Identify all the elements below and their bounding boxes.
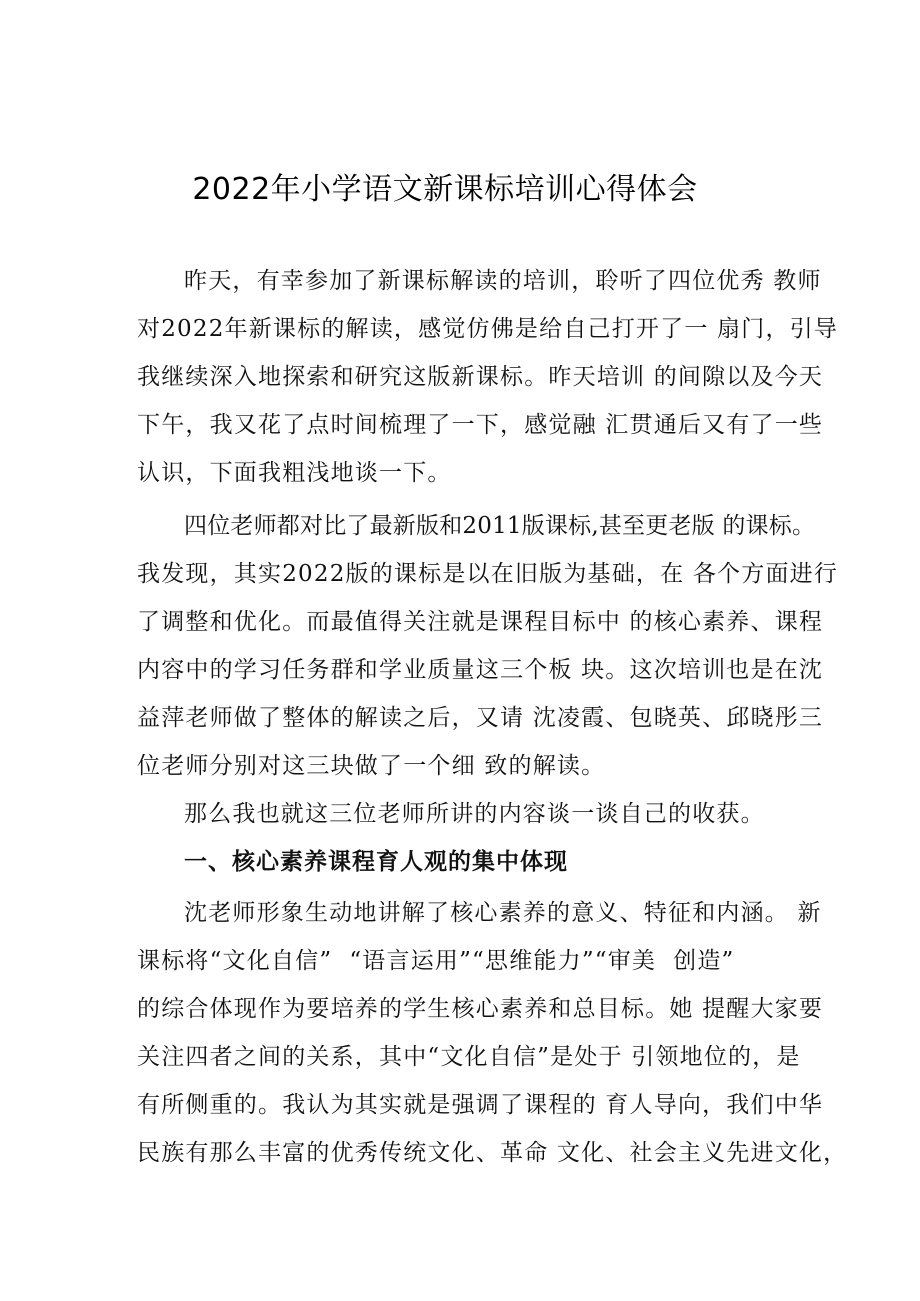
paragraph-line: 了调整和优化。而最值得关注就是课程目标中 的核心素养、课程 [137, 609, 824, 635]
paragraph-line: 我继续深入地探索和研究这版新课标。昨天培训 的间隙以及今天 [137, 364, 824, 390]
paragraph-line: 的综合体现作为要培养的学生核心素养和总目标。她 提醒大家要 [137, 996, 824, 1022]
paragraph-line: 对2022年新课标的解读，感觉仿佛是给自己打开了一 扇门，引导 [137, 316, 839, 342]
paragraph-line: 四位老师都对比了最新版和2011版课标,甚至更老版 的课标。 [184, 513, 816, 539]
paragraph-line: 位老师分别对这三块做了一个细 致的解读。 [137, 753, 606, 779]
paragraph-line: 民族有那么丰富的优秀传统文化、革命 文化、社会主义先进文化， [137, 1140, 848, 1166]
paragraph-line: 那么我也就这三位老师所讲的内容谈一谈自己的收获。 [184, 801, 765, 827]
paragraph-line: 昨天，有幸参加了新课标解读的培训，聆听了四位优秀 教师 [184, 268, 822, 294]
paragraph-line: 课标将“文化自信” “语言运用”“思维能力”“审美 创造” [137, 948, 735, 974]
section-heading: 一、核心素养课程育人观的集中体现 [184, 849, 568, 875]
paragraph-line: 有所侧重的。我认为其实就是强调了课程的 育人导向，我们中华 [137, 1092, 824, 1118]
paragraph-line: 益萍老师做了整体的解读之后，又请 沈凌霞、包晓英、邱晓彤三 [137, 705, 824, 731]
document-title: 2022年小学语文新课标培训心得体会 [192, 172, 698, 207]
paragraph-line: 关注四者之间的关系，其中“文化自信”是处于 引领地位的，是 [137, 1044, 801, 1070]
paragraph-line: 我发现，其实2022版的课标是以在旧版为基础，在 各个方面进行 [137, 561, 839, 587]
paragraph-line: 沈老师形象生动地讲解了核心素养的意义、特征和内涵。 新 [184, 900, 822, 926]
paragraph-line: 下午，我又花了点时间梳理了一下，感觉融 汇贯通后又有了一些 [137, 412, 824, 438]
paragraph-line: 内容中的学习任务群和学业质量这三个板 块。这次培训也是在沈 [137, 657, 824, 683]
paragraph-line: 认识，下面我粗浅地谈一下。 [137, 460, 452, 486]
